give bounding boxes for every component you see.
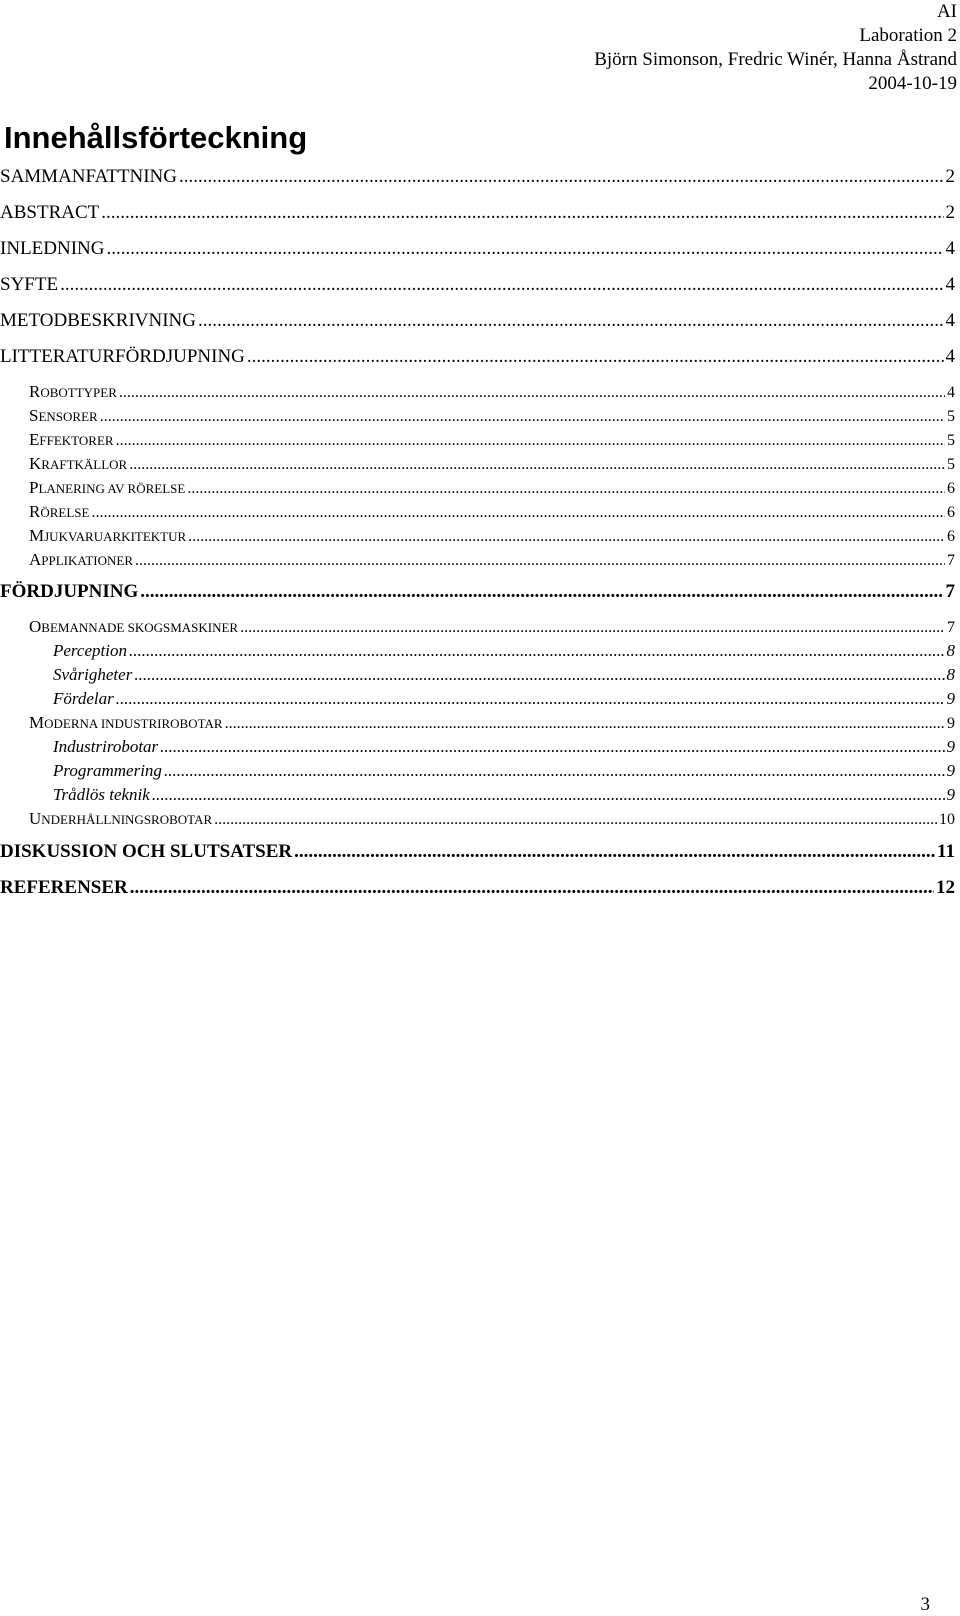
toc-entry-label: Industrirobotar bbox=[53, 737, 159, 756]
toc-entry-label: PLANERING AV RÖRELSE bbox=[29, 478, 186, 497]
toc-entry[interactable] bbox=[0, 501, 955, 524]
toc-dot-leader bbox=[100, 406, 945, 428]
toc-entry[interactable] bbox=[0, 664, 955, 686]
toc-entry[interactable] bbox=[0, 549, 955, 572]
toc-entry-page: 7 bbox=[947, 552, 955, 569]
toc-entry-label: Perception bbox=[53, 641, 127, 660]
toc-dot-leader bbox=[129, 454, 945, 476]
toc-entry-page: 4 bbox=[945, 346, 955, 367]
toc-dot-leader bbox=[240, 617, 945, 639]
toc-entry[interactable] bbox=[0, 165, 955, 189]
toc-entry[interactable] bbox=[0, 840, 955, 864]
toc-entry[interactable] bbox=[0, 736, 955, 758]
toc-entry-page: 10 bbox=[939, 811, 955, 828]
toc-dot-leader bbox=[91, 502, 945, 524]
toc-entry[interactable] bbox=[0, 345, 955, 369]
toc-dot-leader bbox=[140, 580, 943, 604]
toc-entry-page: 9 bbox=[946, 785, 955, 804]
toc-entry-page: 7 bbox=[945, 581, 955, 602]
toc-entry-label: SENSORER bbox=[29, 406, 98, 425]
toc-entry-page: 6 bbox=[947, 528, 955, 545]
toc-entry-page: 6 bbox=[947, 504, 955, 521]
toc-entry-label: KRAFTKÄLLOR bbox=[29, 454, 128, 473]
toc-title: Innehållsförteckning bbox=[4, 120, 308, 155]
toc-dot-leader bbox=[134, 664, 944, 686]
course-name: AI bbox=[936, 1, 957, 22]
toc-entry-page: 6 bbox=[947, 480, 955, 497]
toc-dot-leader bbox=[198, 309, 944, 333]
toc-entry-page: 9 bbox=[946, 737, 955, 756]
toc-entry[interactable] bbox=[0, 237, 955, 261]
toc-entry-page: 7 bbox=[947, 619, 955, 636]
toc-entry-label: Fördelar bbox=[53, 689, 114, 708]
toc-dot-leader bbox=[116, 430, 945, 452]
toc-entry-page: 5 bbox=[947, 432, 955, 449]
toc-dot-leader bbox=[135, 550, 945, 572]
toc-entry[interactable] bbox=[0, 688, 955, 710]
toc-entry[interactable] bbox=[0, 640, 955, 662]
toc-dot-leader bbox=[106, 237, 943, 261]
toc-entry-page: 4 bbox=[947, 384, 955, 401]
toc-entry[interactable] bbox=[0, 429, 955, 452]
toc-entry[interactable] bbox=[0, 712, 955, 735]
toc-entry-page: 2 bbox=[945, 202, 955, 223]
toc-entry-page: 9 bbox=[946, 689, 955, 708]
toc-entry[interactable] bbox=[0, 201, 955, 225]
page-number: 3 bbox=[920, 1594, 930, 1615]
toc-dot-leader bbox=[160, 736, 944, 758]
toc-dot-leader bbox=[294, 840, 935, 864]
toc-dot-leader bbox=[187, 478, 945, 500]
toc-entry[interactable] bbox=[0, 453, 955, 476]
toc-entry-page: 4 bbox=[945, 274, 955, 295]
toc-entry-label: SYFTE bbox=[0, 274, 59, 295]
authors: Björn Simonson, Fredric Winér, Hanna Åstrand bbox=[594, 49, 957, 70]
toc-entry-page: 8 bbox=[946, 665, 955, 684]
toc-entry[interactable] bbox=[0, 525, 955, 548]
date: 2004-10-19 bbox=[868, 73, 957, 94]
toc-entry-label: REFERENSER bbox=[0, 877, 128, 898]
toc-entry-label: UNDERHÅLLNINGSROBOTAR bbox=[29, 809, 213, 828]
toc-entry-page: 2 bbox=[945, 166, 955, 187]
toc-dot-leader bbox=[188, 526, 945, 548]
toc-entry[interactable] bbox=[0, 309, 955, 333]
toc-entry[interactable] bbox=[0, 273, 955, 297]
toc-entry-label: METODBESKRIVNING bbox=[0, 310, 196, 331]
toc-entry[interactable] bbox=[0, 477, 955, 500]
toc-entry-label: SAMMANFATTNING bbox=[0, 166, 177, 187]
toc-entry-label: OBEMANNADE SKOGSMASKINER bbox=[29, 617, 239, 636]
toc-dot-leader bbox=[225, 713, 945, 735]
toc-entry[interactable] bbox=[0, 381, 955, 404]
toc-dot-leader bbox=[60, 273, 943, 297]
toc-entry-page: 4 bbox=[945, 238, 955, 259]
toc-entry-label: MJUKVARUARKITEKTUR bbox=[29, 526, 187, 545]
toc-entry-label: Svårigheter bbox=[53, 665, 133, 684]
toc-dot-leader bbox=[164, 760, 945, 782]
toc-entry-page: 4 bbox=[945, 310, 955, 331]
toc-entry[interactable] bbox=[0, 580, 955, 604]
toc-entry-label: LITTERATURFÖRDJUPNING bbox=[0, 346, 245, 367]
toc-dot-leader bbox=[214, 809, 937, 831]
toc-entry-label: MODERNA INDUSTRIROBOTAR bbox=[29, 713, 223, 732]
toc-entry-page: 9 bbox=[947, 715, 955, 732]
toc-dot-leader bbox=[152, 784, 945, 806]
toc-dot-leader bbox=[247, 345, 944, 369]
document-header bbox=[594, 0, 957, 96]
toc-entry-label: Trådlös teknik bbox=[53, 785, 150, 804]
toc-entry-label: INLEDNING bbox=[0, 238, 105, 259]
toc-entry[interactable] bbox=[0, 876, 955, 900]
toc-dot-leader bbox=[179, 165, 944, 189]
toc-dot-leader bbox=[119, 382, 945, 404]
toc-entry-page: 12 bbox=[936, 877, 955, 898]
toc-entry-label: ABSTRACT bbox=[0, 202, 100, 223]
toc-dot-leader bbox=[130, 876, 934, 900]
toc-entry[interactable] bbox=[0, 808, 955, 831]
toc-entry-page: 8 bbox=[946, 641, 955, 660]
toc-entry-label: FÖRDJUPNING bbox=[0, 581, 139, 602]
toc-dot-leader bbox=[129, 640, 945, 662]
toc-entry-label: Programmering bbox=[53, 761, 162, 780]
lab-title: Laboration 2 bbox=[859, 25, 957, 46]
toc-entry[interactable] bbox=[0, 784, 955, 806]
toc-entry-page: 11 bbox=[937, 841, 955, 862]
toc-entry-label: ROBOTTYPER bbox=[29, 382, 117, 401]
toc-entry[interactable] bbox=[0, 760, 955, 782]
toc-entry-page: 5 bbox=[947, 456, 955, 473]
toc-entry-page: 9 bbox=[946, 761, 955, 780]
toc-dot-leader bbox=[116, 688, 945, 710]
toc-entry[interactable] bbox=[0, 405, 955, 428]
toc-entry-page: 5 bbox=[947, 408, 955, 425]
toc-entry-label: RÖRELSE bbox=[29, 502, 90, 521]
toc-entry[interactable] bbox=[0, 616, 955, 639]
toc-entry-label: DISKUSSION OCH SLUTSATSER bbox=[0, 841, 293, 862]
toc-entry-label: APPLIKATIONER bbox=[29, 550, 134, 569]
toc-entry-label: EFFEKTORER bbox=[29, 430, 114, 449]
toc-dot-leader bbox=[101, 201, 943, 225]
